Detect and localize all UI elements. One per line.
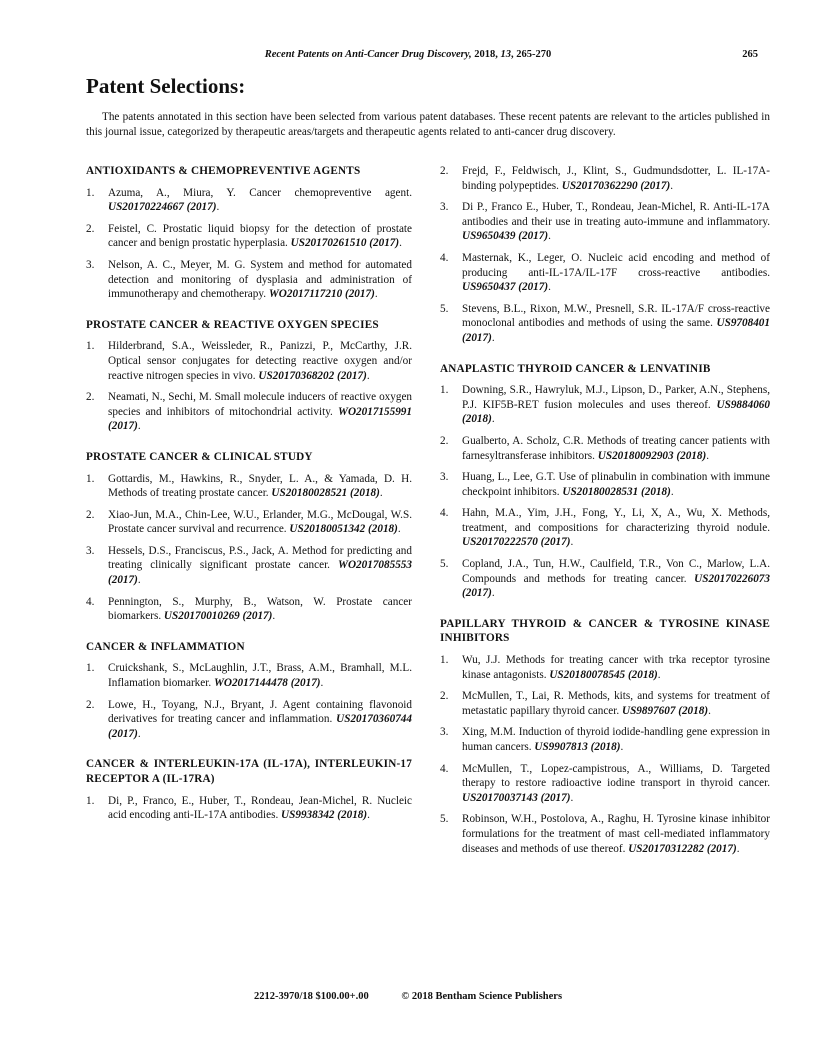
patent-number: WO2017144478 (2017) (213, 677, 321, 690)
patent-number: US9907813 (2018) (534, 741, 621, 753)
entry-number: 4. (440, 507, 449, 520)
entry-text (462, 470, 770, 499)
entry-text (108, 472, 412, 501)
patent-number: US9897607 (2018) (621, 704, 709, 717)
entry-number: 1. (86, 472, 95, 485)
entry-text (462, 506, 770, 550)
entry-number: 3. (86, 258, 95, 271)
patent-entry (86, 186, 412, 215)
entry-text (108, 390, 412, 434)
patent-entry (440, 200, 770, 244)
entry-text (108, 698, 412, 742)
entry-text (108, 186, 412, 215)
entry-text (108, 544, 412, 588)
patent-section (440, 164, 770, 346)
entry-text (462, 653, 770, 682)
patent-entry (86, 390, 412, 434)
patent-entry (86, 544, 412, 588)
entry-number: 1. (86, 794, 95, 807)
entry-number: 5. (440, 302, 449, 315)
patent-number: US20170222570 (2017) (462, 536, 571, 549)
entry-number: 1. (86, 662, 95, 675)
patent-entry (86, 661, 412, 690)
patent-number: US20180028521 (2018) (271, 487, 380, 500)
patent-entry (86, 794, 412, 823)
entry-text (462, 762, 770, 806)
patent-entry (440, 557, 770, 601)
footer-copyright: © 2018 Bentham Science Publishers (401, 991, 563, 1002)
section-heading: PROSTATE CANCER & CLINICAL STUDY (86, 450, 313, 463)
entry-number: 1. (86, 340, 95, 353)
entry-citation: Hessels, D.S., Franciscus, P.S., Jack, A. Method for predicting and treating clinically significant prostate cancer. (108, 544, 412, 572)
entry-text (108, 661, 412, 690)
entry-citation: Nelson, A. C., Meyer, M. G. System and method for automated detection and monitoring of dysplasia and administration of immunotherapy and chemotherapy. (108, 258, 412, 301)
entry-citation: Hilderbrand, S.A., Weissleder, R., Panizzi, P., McCarthy, J.R. Optical sensor conjugates for detecting reactive oxygen and/or reactive nitrogen species in vivo. (108, 340, 412, 382)
entry-number: 5. (440, 558, 449, 571)
patent-entry (86, 339, 412, 383)
entry-text (462, 725, 770, 754)
patent-entry (440, 470, 770, 499)
entry-text (462, 557, 770, 601)
section-heading: ANTIOXIDANTS & CHEMOPREVENTIVE AGENTS (86, 165, 361, 177)
entry-number: 3. (440, 726, 449, 739)
patent-number: US9884060 (2018) (462, 398, 770, 426)
entry-end: . (137, 727, 141, 740)
section-heading: CANCER & INTERLEUKIN-17A (IL-17A), INTERLEUKIN-17 RECEPTOR A (IL-17RA) (86, 758, 412, 785)
section-heading: PROSTATE CANCER & REACTIVE OXYGEN SPECIES (86, 318, 379, 331)
entry-end: . (706, 449, 710, 462)
patent-number: US20180028531 (2018) (562, 485, 671, 498)
entry-text (462, 164, 770, 193)
entry-end: . (657, 668, 661, 681)
patent-entry (440, 251, 770, 295)
patent-number: US9938342 (2018) (281, 809, 368, 822)
entry-text (108, 794, 412, 823)
patent-entry (86, 595, 412, 624)
entry-text (462, 689, 770, 718)
entry-citation: Di, P., Franco, E., Huber, T., Rondeau, Jean-Michel, R. Nucleic acid encoding anti-IL-17A antibodies. (108, 794, 412, 822)
entry-end: . (708, 704, 711, 717)
entry-text (108, 222, 412, 251)
patent-entry (440, 812, 770, 856)
entry-end: . (548, 230, 551, 243)
entry-citation: Masternak, K., Leger, O. Nucleic acid encoding and method of producing anti-IL-17A/IL-17F cross-reactive antibodies. (462, 251, 770, 279)
entry-number: 1. (86, 186, 95, 199)
entry-end: . (397, 523, 401, 536)
entry-citation: Gottardis, M., Hawkins, R., Snyder, L. A., & Yamada, D. H. Methods of treating prostate cancer. (108, 472, 412, 500)
entry-text (108, 339, 412, 383)
entry-end: . (670, 485, 674, 498)
journal-volume: 13 (500, 49, 511, 60)
entry-number: 2. (86, 508, 95, 521)
entry-number: 2. (440, 165, 449, 177)
entry-end: . (399, 237, 402, 250)
entry-citation: Xiao-Jun, M.A., Chin-Lee, W.U., Erlander, M.G., McDougal, W.S. Prostate cancer survival and recurrence. (108, 508, 412, 536)
entry-text (108, 508, 412, 537)
entry-citation: Xing, M.M. Induction of thyroid iodide-handling gene expression in human cancers. (462, 726, 770, 753)
entry-end: . (366, 369, 370, 382)
entry-end: . (620, 741, 624, 753)
entry-end: . (670, 179, 674, 192)
left-column (86, 164, 412, 839)
section-heading: ANAPLASTIC THYROID CANCER & LENVATINIB (440, 362, 711, 375)
section-heading: PAPILLARY THYROID & CANCER & TYROSINE KINASE INHIBITORS (440, 617, 770, 645)
entry-citation: Gualberto, A. Scholz, C.R. Methods of treating cancer patients with farnesyltransferase inhibitors. (462, 434, 770, 462)
journal-name: Recent Patents on Anti-Cancer Drug Discovery, (264, 49, 472, 60)
entry-number: 4. (86, 595, 95, 608)
patent-entry (440, 164, 770, 193)
patent-entry (440, 689, 770, 718)
patent-number: WO2017117210 (2017) (268, 288, 375, 301)
section-heading: CANCER & INFLAMMATION (86, 640, 245, 653)
entry-number: 4. (440, 251, 449, 264)
patent-section (440, 617, 770, 856)
patent-section (440, 362, 770, 601)
entry-end: . (272, 610, 276, 623)
patent-entry (440, 725, 770, 754)
entry-end: . (570, 536, 574, 549)
patent-section (86, 757, 412, 822)
entry-citation: McMullen, T., Lai, R. Methods, kits, and systems for treatment of metastatic papillary thyroid cancer. (462, 690, 770, 717)
patent-number: US20180092903 (2018) (597, 449, 707, 462)
patent-number: US20170010269 (2017) (163, 610, 273, 623)
entry-text (462, 434, 770, 463)
patent-entry (86, 698, 412, 742)
entry-text (108, 258, 412, 302)
patent-entry (440, 506, 770, 550)
entry-number: 3. (440, 471, 449, 484)
entry-number: 3. (86, 544, 95, 557)
intro-paragraph: The patents annotated in this section have been selected from various patent databases. These recent patents are relevant to the articles published in this journal issue, categorized by therapeutic areas/targets and therapeutic agents related to anti-cancer drug discovery. (86, 111, 770, 138)
entry-end: . (374, 288, 378, 301)
patent-entry (86, 258, 412, 302)
entry-citation: Lowe, H., Toyang, N.J., Bryant, J. Agent containing flavonoid derivatives for treating cancer and inflammation. (108, 698, 412, 726)
patent-entry (440, 434, 770, 463)
page-title: Patent Selections: (86, 74, 246, 98)
entry-number: 2. (86, 222, 95, 235)
entry-text (462, 383, 770, 427)
entry-citation: Stevens, B.L., Rixon, M.W., Presnell, S.R. IL-17A/F cross-reactive monoclonal antibodies and methods of using the same. (462, 302, 770, 330)
page-number: 265 (742, 49, 758, 60)
patent-number: WO2017085553 (2017) (108, 559, 412, 587)
entry-citation: Azuma, A., Miura, Y. Cancer chemopreventive agent. (108, 186, 412, 199)
patent-number: US20170312282 (2017) (628, 842, 737, 855)
entry-citation: Frejd, F., Feldwisch, J., Klint, S., Gudmundsdotter, L. IL-17A-binding polypeptides. (462, 165, 770, 192)
entry-end: . (137, 420, 141, 433)
entry-end: . (137, 574, 141, 587)
entry-end: . (736, 842, 740, 855)
patent-entry (440, 653, 770, 682)
entry-citation: Feistel, C. Prostatic liquid biopsy for the detection of prostate cancer and benign prostatic hyperplasia. (108, 222, 412, 250)
entry-citation: Robinson, W.H., Postolova, A., Raghu, H. Tyrosine kinase inhibitor formulations for the treatment of mast cell-mediated inflammatory diseases and methods of use thereof. (462, 813, 770, 855)
patent-section (86, 640, 412, 742)
patent-number: US20180051342 (2018) (289, 523, 398, 536)
entry-number: 2. (440, 690, 449, 703)
entry-number: 4. (440, 762, 449, 775)
entry-citation: Cruickshank, S., McLaughlin, J.T., Brass, A.M., Bramhall, M.L. Inflamation biomarker. (108, 662, 412, 690)
patent-number: US20170360744 (2017) (108, 713, 412, 740)
patent-entry (86, 222, 412, 251)
patent-number: US20170037143 (2017) (462, 791, 571, 804)
entry-end: . (491, 331, 495, 344)
patent-number: US20180078545 (2018) (549, 668, 658, 681)
patent-number: US9708401 (2017) (462, 317, 770, 344)
entry-end: . (367, 809, 370, 822)
entry-citation: Pennington, S., Murphy, B., Watson, W. Prostate cancer biomarkers. (108, 595, 412, 623)
patent-section (86, 318, 412, 434)
entry-citation: Hahn, M.A., Yim, J.H., Fong, Y., Li, X, A., Wu, X. Methods, treatment, and compositions for characterizing thyroid nodule. (462, 507, 770, 534)
entry-number: 1. (440, 384, 449, 397)
footer-issn: 2212-3970/18 $100.00+.00 (253, 991, 369, 1002)
patent-number: WO2017155991 (2017) (108, 405, 412, 433)
journal-year: 2018, (471, 49, 501, 60)
entry-text (462, 302, 770, 346)
entry-number: 2. (440, 434, 449, 447)
entry-end: . (379, 487, 383, 500)
patent-entry (86, 508, 412, 537)
running-head (0, 49, 816, 63)
journal-pages: , 265-270 (511, 49, 552, 60)
patent-number: US9650439 (2017) (462, 230, 549, 243)
entry-number: 2. (86, 698, 95, 711)
entry-text (462, 251, 770, 295)
entry-citation: Neamati, N., Sechi, M. Small molecule inducers of reactive oxygen species and inhibitors of mitochondrial activity. (108, 391, 412, 418)
entry-end: . (320, 677, 324, 690)
patent-entry (440, 302, 770, 346)
entry-text (462, 812, 770, 856)
entry-citation: Huang, L., Lee, G.T. Use of plinabulin in combination with immune checkpoint inhibitors. (462, 471, 770, 498)
entry-end: . (216, 201, 220, 214)
journal-citation (0, 49, 816, 60)
entry-citation: Di P., Franco E., Huber, T., Rondeau, Jean-Michel, R. Anti-IL-17A antibodies and their use in treating auto-immune and inflammatory. (462, 201, 770, 228)
patent-number: US9650437 (2017) (462, 281, 549, 294)
entry-number: 3. (440, 201, 449, 214)
patent-number: US20170362290 (2017) (561, 179, 671, 192)
patent-entry (440, 383, 770, 427)
patent-number: US20170224667 (2017) (108, 201, 217, 214)
entry-citation: Downing, S.R., Hawryluk, M.J., Lipson, D., Parker, A.N., Stephens, P.J. KIF5B-RET fusion molecules and uses thereof. (462, 384, 770, 411)
entry-citation: Wu, J.J. Methods for treating cancer with trka receptor tyrosine kinase antagonists. (462, 654, 770, 681)
right-column (440, 164, 770, 872)
patent-entry (440, 762, 770, 806)
entry-number: 5. (440, 813, 449, 826)
patent-number: US20170368202 (2017) (258, 369, 367, 382)
entry-citation: Copland, J.A., Tun, H.W., Caulfield, T.R., Von C., Marlow, L.A. Compounds and methods for treating cancer. (462, 558, 770, 585)
entry-number: 1. (440, 654, 449, 667)
page-footer (0, 991, 816, 1002)
patent-number: US20170226073 (2017) (462, 572, 770, 600)
entry-end: . (491, 587, 495, 600)
entry-end: . (491, 413, 495, 426)
entry-text (108, 595, 412, 624)
patent-section (86, 450, 412, 624)
entry-text (462, 200, 770, 244)
entry-citation: McMullen, T., Lopez-campistrous, A., Williams, D. Targeted therapy to restore radioactive iodine transport in thyroid cancer. (462, 762, 770, 790)
entry-end: . (570, 791, 574, 804)
entry-number: 2. (86, 391, 95, 404)
entry-end: . (548, 281, 551, 294)
patent-section (86, 164, 412, 302)
patent-number: US20170261510 (2017) (290, 237, 400, 250)
patent-entry (86, 472, 412, 501)
